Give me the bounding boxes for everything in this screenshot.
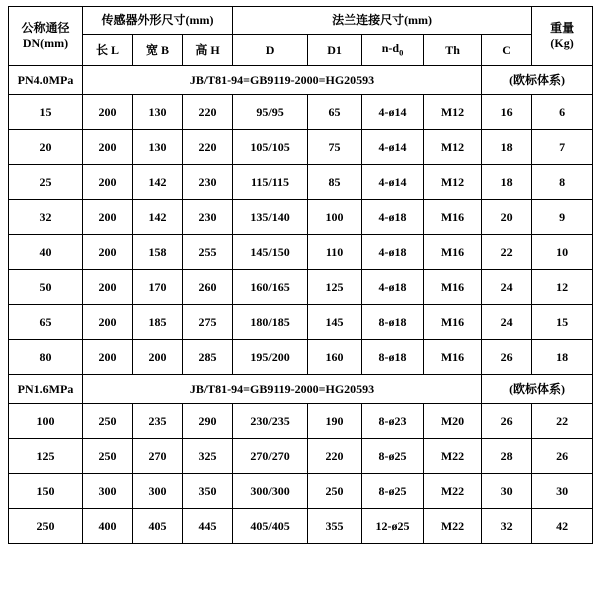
table-row	[9, 404, 593, 439]
band-standard-pn16: JB/T81-94=GB9119-2000=HG20593	[83, 375, 482, 404]
cell-d1: 250	[308, 474, 362, 509]
cell-c: 20	[482, 200, 532, 235]
cell-height: 290	[183, 404, 233, 439]
cell-weight: 7	[532, 130, 593, 165]
cell-d1: 190	[308, 404, 362, 439]
cell-height: 230	[183, 200, 233, 235]
cell-width: 142	[133, 165, 183, 200]
cell-d: 115/115	[233, 165, 308, 200]
cell-weight: 12	[532, 270, 593, 305]
cell-c: 18	[482, 165, 532, 200]
cell-nd0: 4-ø14	[362, 165, 424, 200]
cell-c: 24	[482, 270, 532, 305]
header-nd0-subscript: 0	[399, 47, 404, 58]
cell-c: 32	[482, 509, 532, 544]
cell-height: 230	[183, 165, 233, 200]
cell-d: 160/165	[233, 270, 308, 305]
table-row	[9, 305, 593, 340]
cell-d: 145/150	[233, 235, 308, 270]
table-row	[9, 95, 593, 130]
cell-th: M20	[424, 404, 482, 439]
cell-height: 350	[183, 474, 233, 509]
cell-weight: 42	[532, 509, 593, 544]
cell-d: 180/185	[233, 305, 308, 340]
cell-width: 235	[133, 404, 183, 439]
cell-d: 270/270	[233, 439, 308, 474]
header-group-sensor: 传感器外形尺寸(mm)	[83, 7, 233, 35]
cell-d: 95/95	[233, 95, 308, 130]
cell-nd0: 4-ø14	[362, 130, 424, 165]
cell-c: 28	[482, 439, 532, 474]
cell-width: 130	[133, 130, 183, 165]
cell-nd0: 4-ø18	[362, 200, 424, 235]
header-group-flange: 法兰连接尺寸(mm)	[233, 7, 532, 35]
cell-dn: 25	[9, 165, 83, 200]
cell-th: M16	[424, 305, 482, 340]
header-dn-unit: DN(mm)	[22, 36, 69, 50]
cell-th: M16	[424, 340, 482, 375]
cell-weight: 22	[532, 404, 593, 439]
cell-c: 24	[482, 305, 532, 340]
band-pressure-pn40: PN4.0MPa	[9, 66, 83, 95]
cell-dn: 65	[9, 305, 83, 340]
band-pressure-pn16: PN1.6MPa	[9, 375, 83, 404]
band-standard-pn40: JB/T81-94=GB9119-2000=HG20593	[83, 66, 482, 95]
cell-th: M16	[424, 235, 482, 270]
cell-d1: 145	[308, 305, 362, 340]
cell-nd0: 8-ø18	[362, 305, 424, 340]
table-row	[9, 509, 593, 544]
cell-d1: 355	[308, 509, 362, 544]
cell-dn: 20	[9, 130, 83, 165]
cell-weight: 9	[532, 200, 593, 235]
cell-length: 200	[83, 130, 133, 165]
cell-nd0: 8-ø25	[362, 439, 424, 474]
table-row	[9, 200, 593, 235]
cell-dn: 40	[9, 235, 83, 270]
cell-weight: 18	[532, 340, 593, 375]
cell-dn: 80	[9, 340, 83, 375]
cell-d1: 220	[308, 439, 362, 474]
cell-dn: 32	[9, 200, 83, 235]
cell-weight: 6	[532, 95, 593, 130]
cell-length: 200	[83, 95, 133, 130]
cell-dn: 15	[9, 95, 83, 130]
cell-dn: 250	[9, 509, 83, 544]
cell-length: 200	[83, 165, 133, 200]
cell-th: M22	[424, 474, 482, 509]
header-dn	[9, 7, 83, 66]
cell-th: M16	[424, 200, 482, 235]
header-dn-title: 公称通径	[21, 21, 70, 35]
cell-th: M12	[424, 165, 482, 200]
cell-d: 230/235	[233, 404, 308, 439]
header-nd0	[362, 35, 424, 66]
table-row	[9, 474, 593, 509]
cell-height: 260	[183, 270, 233, 305]
cell-nd0: 12-ø25	[362, 509, 424, 544]
cell-c: 16	[482, 95, 532, 130]
table-row	[9, 270, 593, 305]
band-note-pn16: (欧标体系)	[482, 375, 593, 404]
cell-nd0: 4-ø18	[362, 270, 424, 305]
cell-d1: 125	[308, 270, 362, 305]
cell-length: 200	[83, 200, 133, 235]
cell-weight: 26	[532, 439, 593, 474]
cell-dn: 150	[9, 474, 83, 509]
cell-d1: 85	[308, 165, 362, 200]
cell-height: 220	[183, 95, 233, 130]
cell-d: 135/140	[233, 200, 308, 235]
cell-length: 200	[83, 270, 133, 305]
band-row-pn16	[9, 375, 593, 404]
cell-height: 255	[183, 235, 233, 270]
cell-weight: 10	[532, 235, 593, 270]
header-d: D	[233, 35, 308, 66]
table-header-sub-row	[9, 35, 593, 66]
table-header-top-row	[9, 7, 593, 35]
cell-th: M16	[424, 270, 482, 305]
cell-height: 325	[183, 439, 233, 474]
cell-dn: 50	[9, 270, 83, 305]
table-row	[9, 439, 593, 474]
cell-height: 445	[183, 509, 233, 544]
cell-d: 300/300	[233, 474, 308, 509]
header-height: 高 H	[183, 35, 233, 66]
cell-c: 26	[482, 340, 532, 375]
header-weight-unit: (Kg)	[550, 36, 574, 50]
table-row	[9, 340, 593, 375]
header-d1: D1	[308, 35, 362, 66]
cell-d1: 75	[308, 130, 362, 165]
cell-length: 200	[83, 305, 133, 340]
cell-nd0: 8-ø18	[362, 340, 424, 375]
cell-nd0: 8-ø23	[362, 404, 424, 439]
header-weight-title: 重量	[550, 21, 575, 35]
cell-weight: 15	[532, 305, 593, 340]
cell-height: 285	[183, 340, 233, 375]
specification-table	[8, 6, 593, 544]
cell-nd0: 4-ø18	[362, 235, 424, 270]
band-note-pn40: (欧标体系)	[482, 66, 593, 95]
cell-th: M22	[424, 509, 482, 544]
cell-weight: 30	[532, 474, 593, 509]
table-row	[9, 130, 593, 165]
cell-height: 220	[183, 130, 233, 165]
cell-length: 200	[83, 235, 133, 270]
cell-nd0: 8-ø25	[362, 474, 424, 509]
cell-c: 26	[482, 404, 532, 439]
cell-c: 22	[482, 235, 532, 270]
cell-length: 300	[83, 474, 133, 509]
cell-width: 130	[133, 95, 183, 130]
cell-width: 270	[133, 439, 183, 474]
cell-length: 200	[83, 340, 133, 375]
cell-d1: 65	[308, 95, 362, 130]
cell-d: 405/405	[233, 509, 308, 544]
cell-d1: 160	[308, 340, 362, 375]
cell-weight: 8	[532, 165, 593, 200]
cell-width: 170	[133, 270, 183, 305]
cell-width: 405	[133, 509, 183, 544]
cell-dn: 100	[9, 404, 83, 439]
header-nd0-main: n-d	[381, 41, 400, 56]
cell-height: 275	[183, 305, 233, 340]
header-weight	[532, 7, 593, 66]
table-row	[9, 165, 593, 200]
header-length: 长 L	[83, 35, 133, 66]
header-c: C	[482, 35, 532, 66]
cell-d1: 110	[308, 235, 362, 270]
band-row-pn40	[9, 66, 593, 95]
cell-width: 142	[133, 200, 183, 235]
cell-length: 250	[83, 439, 133, 474]
cell-width: 300	[133, 474, 183, 509]
cell-th: M12	[424, 130, 482, 165]
cell-width: 158	[133, 235, 183, 270]
table-row	[9, 235, 593, 270]
header-th: Th	[424, 35, 482, 66]
cell-dn: 125	[9, 439, 83, 474]
cell-th: M12	[424, 95, 482, 130]
cell-th: M22	[424, 439, 482, 474]
cell-d: 105/105	[233, 130, 308, 165]
cell-d1: 100	[308, 200, 362, 235]
cell-width: 200	[133, 340, 183, 375]
cell-length: 400	[83, 509, 133, 544]
header-width: 宽 B	[133, 35, 183, 66]
cell-nd0: 4-ø14	[362, 95, 424, 130]
cell-width: 185	[133, 305, 183, 340]
cell-c: 18	[482, 130, 532, 165]
cell-length: 250	[83, 404, 133, 439]
cell-d: 195/200	[233, 340, 308, 375]
cell-c: 30	[482, 474, 532, 509]
